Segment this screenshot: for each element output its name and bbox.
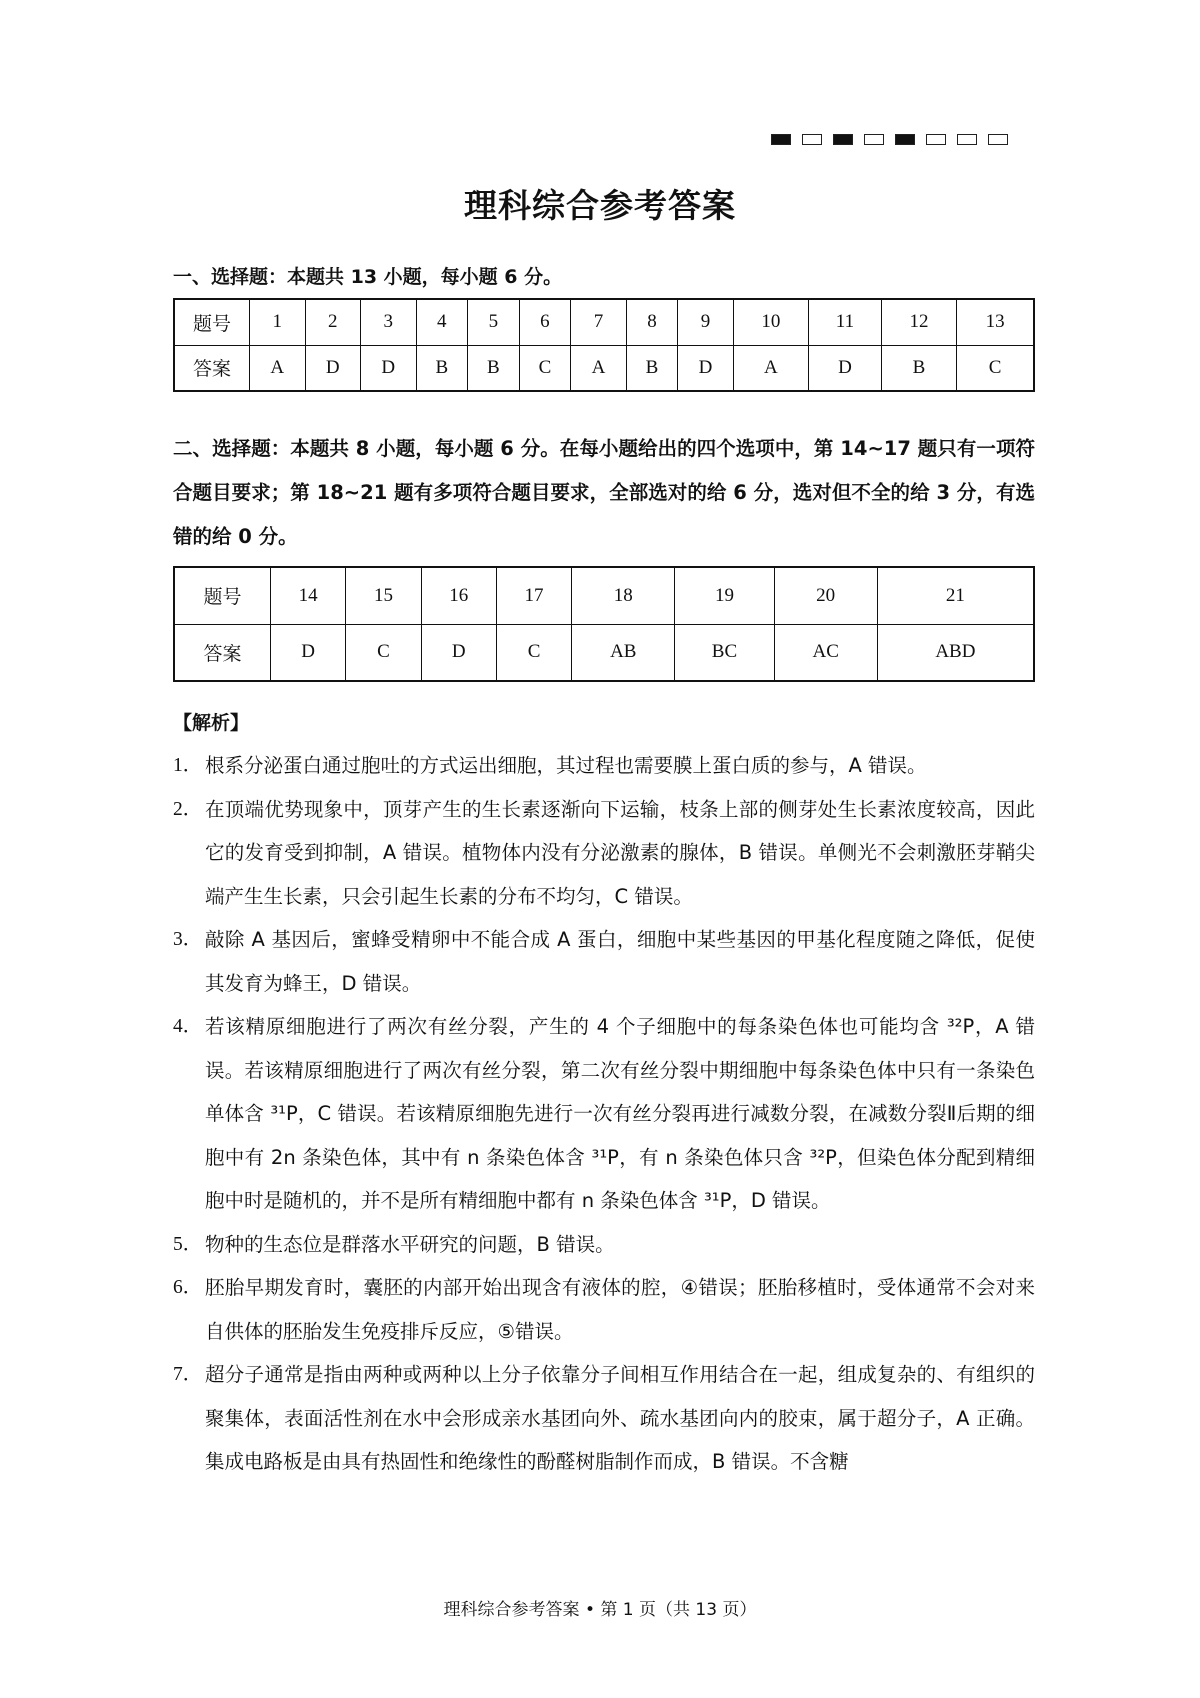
answer-cell: D bbox=[678, 345, 734, 391]
question-number-cell: 3 bbox=[361, 299, 417, 345]
answer-cell: ABD bbox=[877, 624, 1034, 681]
answer-cell: D bbox=[809, 345, 882, 391]
item-text: 超分子通常是指由两种或两种以上分子依靠分子间相互作用结合在一起，组成复杂的、有组织的聚集体，表面活性剂在水中会形成亲水基团向外、疏水基团向内的胶束，属于超分子，A 正确。集成电路板是由具有热固性和绝缘性的酚醛树脂制作而成，B 错误。不含糖 bbox=[205, 1363, 1035, 1473]
question-number-cell: 2 bbox=[305, 299, 361, 345]
answer-cell: A bbox=[250, 345, 306, 391]
answer-cell: AC bbox=[774, 624, 877, 681]
list-item bbox=[173, 744, 1035, 788]
item-number: 6． bbox=[173, 1277, 203, 1298]
answer-cell: D bbox=[271, 624, 346, 681]
list-item bbox=[173, 788, 1035, 919]
question-number-cell: 6 bbox=[519, 299, 571, 345]
answer-cell: B bbox=[468, 345, 520, 391]
row-label: 题号 bbox=[174, 299, 250, 345]
item-text: 若该精原细胞进行了两次有丝分裂，产生的 4 个子细胞中的每条染色体也可能均含 ³²P，A 错误。若该精原细胞进行了两次有丝分裂，第二次有丝分裂中期细胞中每条染色体中只有一条染色单体含 ³¹P，C 错误。若该精原细胞先进行一次有丝分裂再进行减数分裂，在减数分裂Ⅱ后期的细胞中有 2n 条染色体，其中有 n 条染色体含 ³¹P，有 n 条染色体只含 ³²P，但染色体分配到精细胞中时是随机的，并不是所有精细胞中都有 n 条染色体含 ³¹P，D 错误。 bbox=[205, 1015, 1035, 1212]
question-number-cell: 4 bbox=[416, 299, 468, 345]
question-number-cell: 8 bbox=[626, 299, 678, 345]
question-number-cell: 21 bbox=[877, 567, 1034, 624]
question-number-cell: 18 bbox=[572, 567, 675, 624]
page-title: 理科综合参考答案 bbox=[464, 186, 736, 225]
row-label: 答案 bbox=[174, 345, 250, 391]
answer-cell: C bbox=[346, 624, 421, 681]
list-item bbox=[173, 1266, 1035, 1353]
question-number-cell: 15 bbox=[346, 567, 421, 624]
answer-cell: C bbox=[496, 624, 571, 681]
header-mark bbox=[833, 134, 853, 145]
answer-cell: C bbox=[519, 345, 571, 391]
analysis-label: 【解析】 bbox=[173, 712, 250, 734]
row-label: 题号 bbox=[174, 567, 271, 624]
question-number-cell: 14 bbox=[271, 567, 346, 624]
answer-cell: B bbox=[416, 345, 468, 391]
question-number-cell: 19 bbox=[675, 567, 774, 624]
analysis-list bbox=[173, 744, 1035, 1484]
answer-table-1 bbox=[173, 298, 1035, 392]
item-text: 根系分泌蛋白通过胞吐的方式运出细胞，其过程也需要膜上蛋白质的参与，A 错误。 bbox=[205, 754, 927, 777]
table-row-answers bbox=[174, 345, 1034, 391]
answer-cell: D bbox=[421, 624, 496, 681]
list-item bbox=[173, 1005, 1035, 1223]
header-mark bbox=[957, 134, 977, 145]
answer-cell: D bbox=[361, 345, 417, 391]
header-mark bbox=[926, 134, 946, 145]
page-footer: 理科综合参考答案 • 第 1 页（共 13 页） bbox=[443, 1600, 757, 1620]
item-text: 胚胎早期发育时，囊胚的内部开始出现含有液体的腔，④错误；胚胎移植时，受体通常不会对来自供体的胚胎发生免疫排斥反应，⑤错误。 bbox=[205, 1276, 1035, 1343]
item-text: 敲除 A 基因后，蜜蜂受精卵中不能合成 A 蛋白，细胞中某些基因的甲基化程度随之降低，促使其发育为蜂王，D 错误。 bbox=[205, 928, 1035, 995]
item-text: 在顶端优势现象中，顶芽产生的生长素逐渐向下运输，枝条上部的侧芽处生长素浓度较高，因此它的发育受到抑制，A 错误。植物体内没有分泌激素的腺体，B 错误。单侧光不会刺激胚芽鞘尖端产生生长素，只会引起生长素的分布不均匀，C 错误。 bbox=[205, 797, 1035, 908]
question-number-cell: 9 bbox=[678, 299, 734, 345]
header-mark bbox=[802, 134, 822, 145]
row-label: 答案 bbox=[174, 624, 271, 681]
table-row-numbers bbox=[174, 567, 1034, 624]
section1-heading: 一、选择题：本题共 13 小题，每小题 6 分。 bbox=[173, 266, 563, 288]
answer-cell: A bbox=[571, 345, 627, 391]
question-number-cell: 16 bbox=[421, 567, 496, 624]
answer-cell: AB bbox=[572, 624, 675, 681]
list-item bbox=[173, 918, 1035, 1005]
item-text: 物种的生态位是群落水平研究的问题，B 错误。 bbox=[205, 1232, 615, 1256]
table-row-answers bbox=[174, 624, 1034, 681]
question-number-cell: 17 bbox=[496, 567, 571, 624]
header-mark bbox=[895, 134, 915, 145]
item-number: 5． bbox=[173, 1233, 203, 1255]
question-number-cell: 20 bbox=[774, 567, 877, 624]
question-number-cell: 11 bbox=[809, 299, 882, 345]
item-number: 2． bbox=[173, 798, 203, 820]
header-marks bbox=[771, 134, 1008, 145]
header-mark bbox=[988, 134, 1008, 145]
item-number: 4． bbox=[173, 1016, 203, 1037]
answer-table-2 bbox=[173, 566, 1035, 682]
question-number-cell: 1 bbox=[250, 299, 306, 345]
section2-heading: 二、选择题：本题共 8 小题，每小题 6 分。在每小题给出的四个选项中，第 14~17 题只有一项符合题目要求；第 18~21 题有多项符合题目要求，全部选对的给 6 分，选对但不全的给 3 分，有选错的给 0 分。 bbox=[173, 437, 1035, 548]
answer-cell: A bbox=[733, 345, 808, 391]
header-mark bbox=[864, 134, 884, 145]
item-number: 3． bbox=[173, 929, 203, 950]
answer-cell: BC bbox=[675, 624, 774, 681]
question-number-cell: 13 bbox=[957, 299, 1034, 345]
list-item bbox=[173, 1353, 1035, 1484]
item-number: 7． bbox=[173, 1364, 203, 1385]
answer-cell: C bbox=[957, 345, 1034, 391]
item-number: 1． bbox=[173, 755, 203, 776]
header-mark bbox=[771, 134, 791, 145]
question-number-cell: 12 bbox=[881, 299, 956, 345]
question-number-cell: 5 bbox=[468, 299, 520, 345]
answer-cell: D bbox=[305, 345, 361, 391]
answer-cell: B bbox=[626, 345, 678, 391]
list-item bbox=[173, 1223, 1035, 1267]
table-row-numbers bbox=[174, 299, 1034, 345]
answer-cell: B bbox=[881, 345, 956, 391]
question-number-cell: 10 bbox=[733, 299, 808, 345]
question-number-cell: 7 bbox=[571, 299, 627, 345]
